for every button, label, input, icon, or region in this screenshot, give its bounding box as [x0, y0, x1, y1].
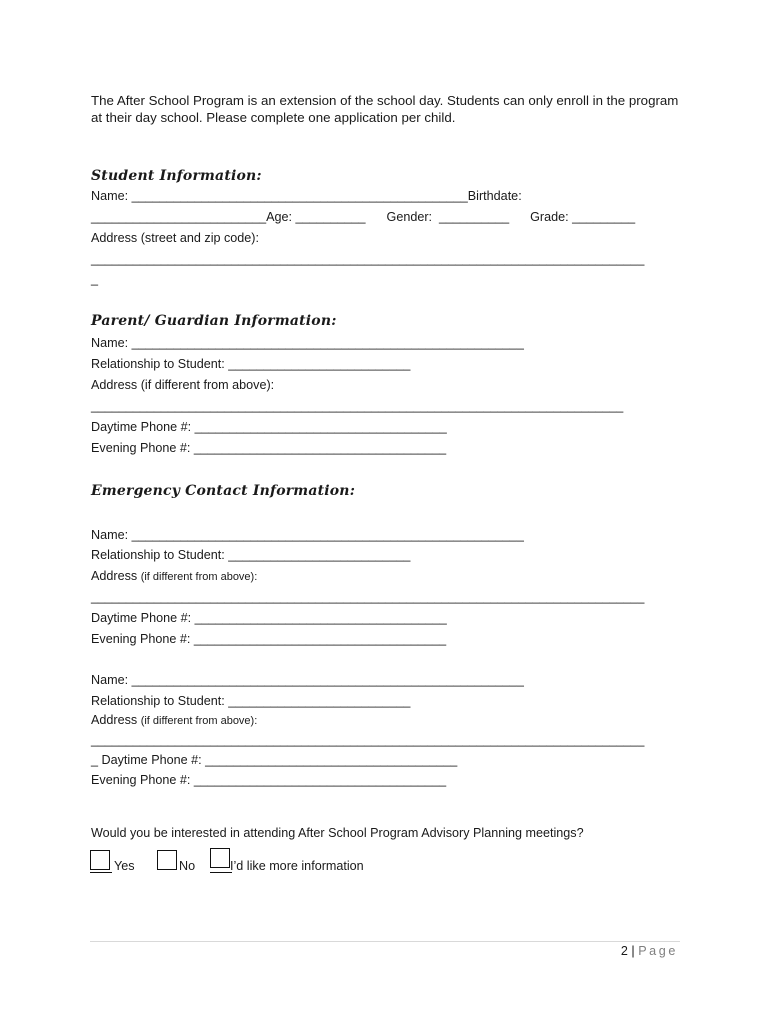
- emergency2-name-field[interactable]: Name: ________________________________________________________: [91, 673, 524, 687]
- emergency1-address-note: (if different from above):: [140, 571, 258, 583]
- no-checkbox[interactable]: [157, 850, 177, 870]
- student-address-field-continued[interactable]: _: [91, 272, 99, 286]
- yes-checkbox[interactable]: [90, 850, 110, 870]
- emergency-info-heading: Emergency Contact Information:: [91, 483, 356, 499]
- parent-info-heading: Parent/ Guardian Information:: [91, 313, 337, 329]
- no-option-label: No: [179, 859, 196, 873]
- emergency2-address-label-text: Address: [91, 713, 141, 727]
- emergency1-daytime-phone-field[interactable]: Daytime Phone #: ____________________________________: [91, 611, 447, 625]
- page-word: Page: [638, 944, 678, 958]
- more-info-checkbox[interactable]: [210, 848, 230, 868]
- emergency2-evening-phone-field[interactable]: Evening Phone #: ____________________________________: [91, 773, 447, 787]
- emergency2-address-label: [91, 713, 257, 727]
- emergency1-address-field[interactable]: _______________________________________________________________________________: [91, 590, 645, 604]
- page-number: 2: [620, 944, 628, 958]
- emergency1-name-field[interactable]: Name: ________________________________________________________: [91, 528, 524, 542]
- student-address-label: Address (street and zip code):: [91, 231, 259, 245]
- emergency2-relationship-field[interactable]: Relationship to Student: __________________________: [91, 694, 411, 708]
- more-info-checkbox-underline: [210, 872, 232, 873]
- footer-divider: [90, 941, 680, 942]
- yes-option-label: Yes: [114, 859, 135, 873]
- emergency1-relationship-field[interactable]: Relationship to Student: __________________________: [91, 548, 411, 562]
- yes-checkbox-underline: [90, 872, 112, 873]
- parent-address-label: Address (if different from above):: [91, 378, 275, 392]
- advisory-question: Would you be interested in attending After School Program Advisory Planning meetings?: [91, 826, 584, 840]
- student-info-heading: Student Information:: [91, 168, 262, 184]
- parent-daytime-phone-field[interactable]: Daytime Phone #: ____________________________________: [91, 420, 447, 434]
- student-name-field[interactable]: Name: ________________________________________________Birthdate:: [91, 189, 522, 203]
- intro-paragraph: The After School Program is an extension of the school day. Students can only enroll in the program at their day school. Please complete one application per child.: [91, 93, 679, 125]
- more-info-option-label: I’d like more information: [230, 859, 364, 873]
- page-footer: [621, 944, 678, 958]
- parent-relationship-field[interactable]: Relationship to Student: __________________________: [91, 357, 411, 371]
- parent-name-field[interactable]: Name: ________________________________________________________: [91, 336, 524, 350]
- parent-evening-phone-field[interactable]: Evening Phone #: ____________________________________: [91, 441, 447, 455]
- emergency1-address-label-text: Address: [91, 569, 141, 583]
- emergency1-evening-phone-field[interactable]: Evening Phone #: ____________________________________: [91, 632, 447, 646]
- student-address-field[interactable]: _______________________________________________________________________________: [91, 252, 645, 266]
- emergency2-address-field[interactable]: _______________________________________________________________________________: [91, 733, 645, 747]
- parent-address-field[interactable]: ____________________________________________________________________________: [91, 399, 624, 413]
- emergency1-address-label: [91, 569, 257, 583]
- student-age-gender-grade-field[interactable]: _________________________Age: __________ Gender: __________ Grade: _________: [91, 210, 636, 224]
- page-separator: |: [627, 944, 639, 958]
- emergency2-address-note: (if different from above):: [140, 715, 258, 727]
- emergency2-daytime-phone-field[interactable]: _ Daytime Phone #: ____________________________________: [91, 753, 458, 767]
